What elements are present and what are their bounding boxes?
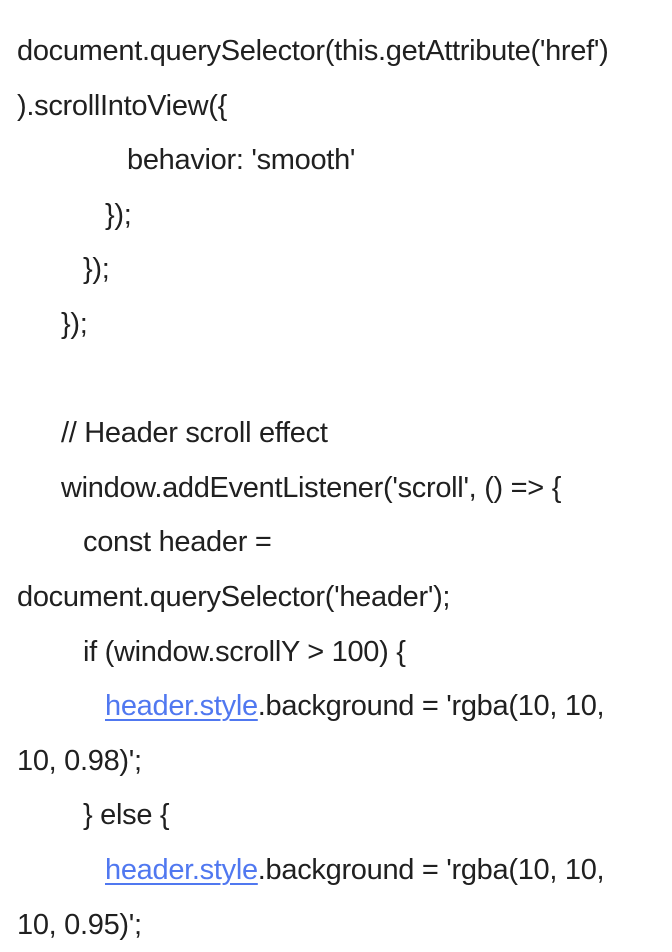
code-text: ).scrollIntoView({ xyxy=(17,90,227,122)
code-line xyxy=(17,788,668,843)
code-line xyxy=(17,133,668,188)
code-line xyxy=(17,79,668,134)
code-text: if (window.scrollY > 100) { xyxy=(83,636,406,668)
code-line xyxy=(17,242,668,297)
code-line xyxy=(17,625,668,680)
code-text: }); xyxy=(83,253,110,285)
header-style-link[interactable]: header.style xyxy=(105,854,258,886)
code-line xyxy=(17,461,668,516)
code-text: document.querySelector('header'); xyxy=(17,581,450,613)
code-line xyxy=(17,352,668,407)
code-text: const header = xyxy=(83,526,271,558)
code-text: document.querySelector(this.getAttribute('href') xyxy=(17,35,608,67)
header-style-link[interactable]: header.style xyxy=(105,690,258,722)
code-text: } else { xyxy=(83,799,169,831)
code-text: window.addEventListener('scroll', () => { xyxy=(61,472,561,504)
code-line xyxy=(17,734,668,789)
code-text-block xyxy=(17,24,668,952)
code-text: .background = 'rgba(10, 10, xyxy=(258,854,605,886)
code-line xyxy=(17,297,668,352)
code-line xyxy=(17,24,668,79)
code-line xyxy=(17,570,668,625)
code-line xyxy=(17,188,668,243)
code-line xyxy=(17,406,668,461)
code-line xyxy=(17,679,668,734)
code-text: .background = 'rgba(10, 10, xyxy=(258,690,605,722)
code-text: }); xyxy=(105,199,132,231)
code-line xyxy=(17,515,668,570)
code-text: // Header scroll effect xyxy=(61,417,328,449)
code-text: 10, 0.95)'; xyxy=(17,909,142,941)
code-text: }); xyxy=(61,308,88,340)
code-text: 10, 0.98)'; xyxy=(17,745,142,777)
code-text: behavior: 'smooth' xyxy=(127,144,355,176)
code-line xyxy=(17,843,668,898)
